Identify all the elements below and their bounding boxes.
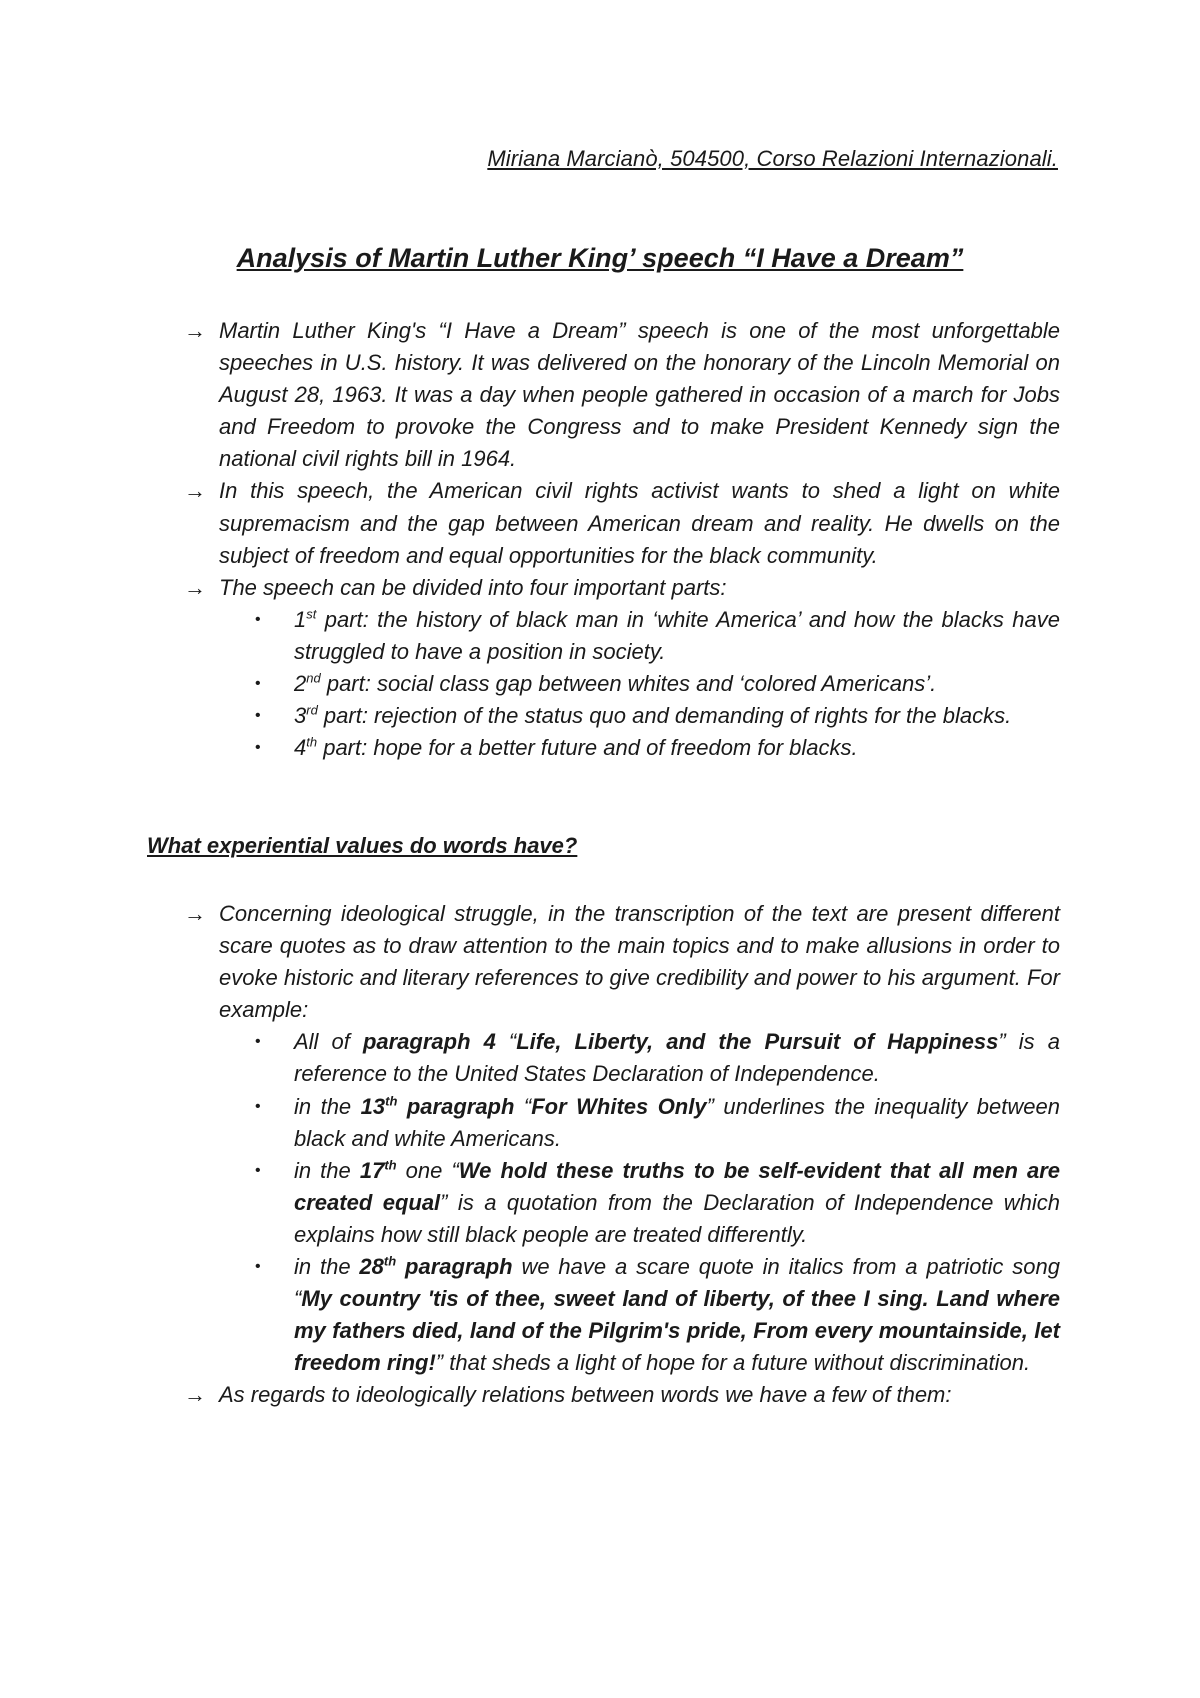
part-number: 2 bbox=[294, 671, 307, 697]
part-text: part: the history of black man in ‘white America’ and how the blacks have struggled to have a position in society. bbox=[294, 606, 1060, 664]
paragraph-text: In this speech, the American civil rights activist wants to shed a light on white supremacism and the gap between American dream and reality. He dwells on the subject of freedom and equal opportunities for the black community. bbox=[219, 478, 1060, 568]
example-text: in the bbox=[294, 1093, 361, 1119]
example-text: in the bbox=[294, 1157, 360, 1183]
bullet-icon: • bbox=[255, 675, 261, 693]
example-text: “ bbox=[495, 1029, 517, 1055]
example-bold: 13 bbox=[360, 1093, 386, 1119]
example-bold: 17 bbox=[359, 1157, 385, 1183]
part-text: part: hope for a better future and of freedom for blacks. bbox=[317, 735, 858, 761]
part-number: 1 bbox=[294, 606, 307, 632]
bullet-icon: • bbox=[255, 739, 261, 757]
example-quote: We hold these truths to be self-evident that all men are created equal bbox=[294, 1157, 1061, 1215]
example-text: ” is a quotation from the Declaration of Independence which explains how still black people are treated differently. bbox=[294, 1189, 1061, 1247]
arrow-icon: → bbox=[184, 318, 206, 343]
arrow-icon: → bbox=[184, 901, 206, 926]
sub-list-item bbox=[184, 700, 1060, 732]
sub-list-item bbox=[184, 604, 1060, 668]
sub-list-item bbox=[184, 1026, 1060, 1090]
example-ordinal: th bbox=[384, 1157, 397, 1173]
part-ordinal: nd bbox=[306, 670, 321, 686]
bullet-icon: • bbox=[255, 707, 261, 725]
bullet-icon: • bbox=[255, 610, 261, 628]
arrow-icon: → bbox=[184, 574, 206, 600]
part-ordinal: st bbox=[306, 606, 317, 622]
example-quote: My country 'tis of thee, sweet land of liberty, of thee I sing. Land where my fathers died, land of the Pilgrim's pride, From every mountainside, let freedom ring! bbox=[294, 1286, 1060, 1376]
example-text: in the bbox=[294, 1254, 360, 1280]
list-item bbox=[184, 898, 1060, 1026]
list-item bbox=[184, 315, 1060, 475]
list-item bbox=[184, 1379, 1060, 1411]
paragraph-text: Concerning ideological struggle, in the transcription of the text are present different scare quotes as to draw attention to the main topics and to make allusions in order to evoke historic and literary references to give credibility and power to his argument. For example: bbox=[219, 901, 1060, 1023]
example-quote: For Whites Only bbox=[531, 1093, 707, 1119]
example-text: ” underlines the inequality between black and white Americans. bbox=[294, 1093, 1060, 1151]
example-text: “ bbox=[514, 1093, 532, 1119]
intro-section bbox=[184, 315, 1060, 764]
page-title: Analysis of Martin Luther King’ speech “I Have a Dream” bbox=[236, 243, 964, 273]
experiential-values-section bbox=[184, 898, 1060, 1412]
section-heading: What experiential values do words have? bbox=[147, 833, 578, 858]
part-ordinal: th bbox=[306, 734, 318, 750]
example-bold: paragraph 4 bbox=[362, 1029, 496, 1055]
bullet-icon: • bbox=[255, 1161, 261, 1179]
paragraph-text: The speech can be divided into four important parts: bbox=[219, 574, 727, 600]
example-text: All of bbox=[294, 1029, 363, 1055]
bullet-icon: • bbox=[255, 1258, 261, 1276]
sub-list-item bbox=[184, 732, 1060, 764]
part-text: part: rejection of the status quo and demanding of rights for the blacks. bbox=[317, 703, 1012, 729]
paragraph-text: As regards to ideologically relations between words we have a few of them: bbox=[219, 1382, 952, 1408]
example-bold: paragraph bbox=[396, 1254, 513, 1280]
part-text: part: social class gap between whites and ‘colored Americans’. bbox=[320, 671, 937, 697]
list-item bbox=[184, 475, 1060, 571]
sub-list-item bbox=[184, 668, 1060, 700]
bullet-icon: • bbox=[255, 1033, 261, 1051]
part-number: 4 bbox=[294, 735, 307, 761]
paragraph-text: Martin Luther King's “I Have a Dream” speech is one of the most unforgettable speeches in U.S. history. It was delivered on the honorary of the Lincoln Memorial on August 28, 1963. It was a day when people gathered in occasion of a march for Jobs and Freedom to provoke the Congress and to make President Kennedy sign the national civil rights bill in 1964. bbox=[219, 318, 1060, 472]
example-bold: paragraph bbox=[397, 1093, 515, 1119]
arrow-icon: → bbox=[184, 478, 206, 504]
arrow-icon: → bbox=[184, 1382, 206, 1408]
example-bold: 28 bbox=[359, 1254, 384, 1280]
example-text: we have a scare quote in italics from a patriotic song “ bbox=[294, 1254, 1060, 1312]
part-number: 3 bbox=[294, 703, 307, 729]
example-text: ” that sheds a light of hope for a future without discrimination. bbox=[435, 1350, 1031, 1376]
sub-list-item bbox=[184, 1091, 1060, 1155]
example-text: one “ bbox=[396, 1157, 459, 1183]
sub-list-item bbox=[184, 1155, 1060, 1251]
example-quote: Life, Liberty, and the Pursuit of Happiness bbox=[516, 1029, 999, 1055]
list-item bbox=[184, 572, 1060, 604]
bullet-icon: • bbox=[255, 1097, 261, 1115]
example-ordinal: th bbox=[385, 1093, 398, 1109]
author-line: Miriana Marcianò, 504500, Corso Relazioni Internazionali. bbox=[487, 146, 1058, 171]
example-ordinal: th bbox=[383, 1253, 397, 1269]
part-ordinal: rd bbox=[306, 702, 318, 718]
sub-list-item bbox=[184, 1251, 1060, 1379]
example-text: ” is a reference to the United States Declaration of Independence. bbox=[294, 1029, 1060, 1087]
